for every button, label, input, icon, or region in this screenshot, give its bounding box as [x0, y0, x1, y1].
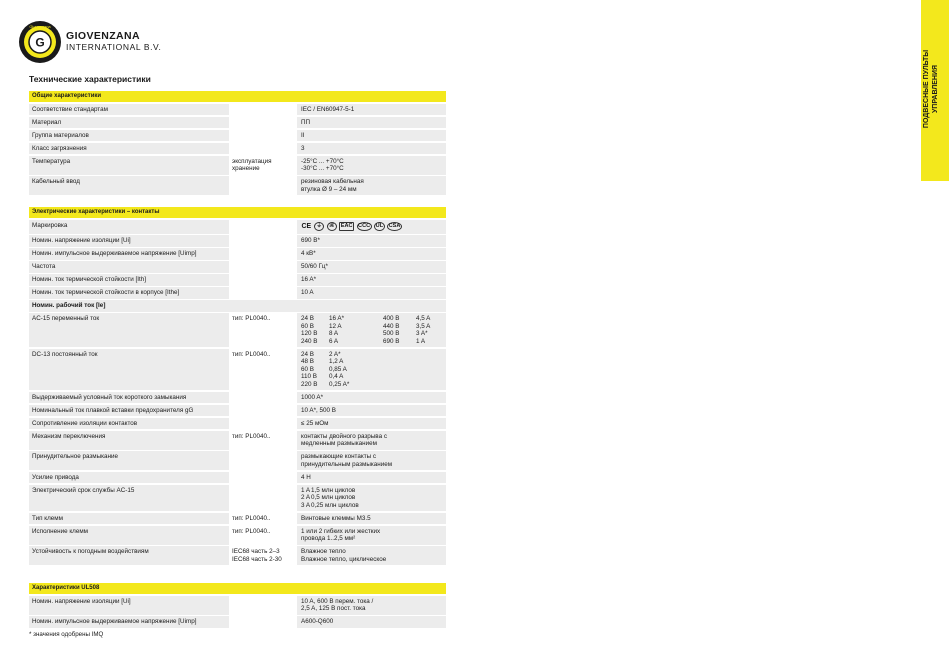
table-row [29, 287, 446, 299]
table-row [29, 472, 446, 484]
ce-mark-icon: CE [301, 223, 312, 230]
grid-cell: 16 A* [329, 315, 345, 322]
brand-line2: INTERNATIONAL B.V. [66, 42, 162, 52]
row-value: 10 A*, 500 В [301, 406, 337, 414]
row-value: 4 кВ* [301, 250, 316, 257]
value-line: принудительным размыканием [301, 460, 393, 468]
row-cond [229, 235, 297, 247]
value-line: провода 1..2,5 мм² [301, 535, 356, 542]
grid-cell: 0,4 A [329, 373, 344, 380]
grid-cell: 0,5 млн циклов [311, 494, 356, 501]
grid-cell: 0,25 млн циклов [311, 501, 359, 509]
electrical-header: Электрические характеристики – контакты [29, 207, 446, 218]
row-label: Маркировка [32, 221, 68, 229]
row-value: ≤ 25 мОм [301, 419, 329, 427]
value-line: 10 A, 600 В перем. тока / [301, 597, 374, 605]
table-row [29, 546, 446, 565]
logo-ring-text: Giovenzana [29, 24, 51, 29]
table-row [29, 616, 446, 628]
value-line: размыкающие контакты с [301, 453, 376, 460]
grid-cell: 110 В [301, 373, 317, 380]
row-label: Устойчивость к погодным воздействиям [32, 548, 149, 555]
table-row [29, 349, 446, 391]
grid-cell: 690 В [383, 337, 400, 345]
grid-cell: 0,85 A [329, 365, 347, 373]
grid-cell: 1 A [416, 337, 426, 345]
row-value: 690 В* [301, 237, 320, 244]
row-label: Кабельный ввод [32, 178, 80, 185]
grid-cell: 240 В [301, 337, 318, 345]
grid-cell: 120 В [301, 330, 318, 337]
grid-cell: 6 A [329, 337, 339, 345]
row-cond [229, 485, 297, 512]
value-line: 1 или 2 гибких или жестких [301, 527, 381, 535]
row-label: Исполнение клемм [32, 527, 89, 535]
grid-cell: 12 A [329, 322, 342, 330]
row-value: 50/60 Гц* [301, 263, 328, 270]
table-row [29, 176, 446, 195]
grid-cell: 400 В [383, 315, 400, 322]
ul-mark-icon: UL [375, 223, 384, 229]
value-line: -30°С ... +70°С [301, 165, 344, 172]
value-line: -25°С ... +70°С [301, 157, 344, 165]
ccc-mark-icon: CCC [358, 223, 371, 229]
life-grid [301, 487, 443, 510]
row-label: Номин. импульсное выдерживаемое напряжение [Uimp] [32, 618, 197, 625]
row-cond [229, 261, 297, 273]
electrical-section [29, 207, 446, 565]
row-label: Частота [32, 263, 56, 270]
grid-cell: 60 В [301, 322, 314, 330]
table-row [29, 431, 446, 450]
row-label: Класс загрязнения [32, 144, 87, 152]
grid-cell: 500 В [383, 330, 400, 337]
row-value: IEC / EN60947-5-1 [301, 105, 355, 113]
value-line: контакты двойного разрыва с [301, 432, 387, 440]
table-row [29, 156, 446, 175]
grid-cell: 8 A [329, 330, 339, 337]
row-label: Выдерживаемый условный ток короткого замыкания [32, 393, 187, 401]
dc13-grid [301, 351, 443, 389]
grid-cell: 3 A [301, 501, 311, 509]
row-cond [229, 117, 297, 129]
value-line: Влажное тепло [301, 548, 346, 555]
value-line: 2,5 A, 125 В пост. тока [301, 605, 366, 612]
grid-cell: 24 В [301, 315, 314, 322]
row-cond [229, 596, 297, 615]
table-row [29, 513, 446, 525]
row-value: II [301, 131, 305, 139]
row-label: AC-15 переменный ток [32, 315, 100, 322]
row-value [298, 176, 446, 195]
row-label: Сопротивление изоляции контактов [32, 419, 138, 427]
row-value: 4 Н [301, 473, 311, 481]
table-row [29, 596, 446, 615]
table-row [29, 274, 446, 286]
row-value: ПП [301, 118, 311, 126]
row-label: Усилие привода [32, 473, 79, 481]
row-label: Соответствие стандартам [32, 105, 108, 113]
row-cond: тип: PL0040.. [229, 349, 297, 391]
table-row [29, 235, 446, 247]
brand-line1: GIOVENZANA [66, 30, 141, 42]
value-line: резиновая кабельная [301, 178, 364, 185]
row-cond [229, 274, 297, 286]
row-cond [229, 405, 297, 417]
brand-name [66, 31, 162, 52]
table-row [29, 485, 446, 512]
grid-cell: 4,5 A [416, 315, 431, 322]
row-cond [229, 472, 297, 484]
row-cond [229, 156, 297, 175]
row-cond [229, 176, 297, 195]
row-value: 10 A [301, 289, 314, 296]
table-row [29, 313, 446, 347]
row-cond: тип: PL0040.. [229, 513, 297, 525]
row-value [298, 431, 446, 450]
row-value [298, 156, 446, 175]
value-line: медленным размыканием [301, 440, 377, 447]
page-title: Технические характеристики [29, 74, 151, 84]
table-row [29, 261, 446, 273]
cond-line: эксплуатация [232, 157, 272, 165]
row-cond [229, 143, 297, 155]
row-value: 16 A* [301, 276, 317, 283]
grid-cell: 60 В [301, 365, 314, 373]
grid-cell: 1,2 A [329, 358, 344, 365]
general-header: Общие характеристики [29, 91, 446, 102]
value-line: Влажное тепло, циклическое [301, 555, 387, 563]
row-cond [229, 392, 297, 404]
row-label: Электрический срок службы AC-15 [32, 486, 135, 494]
general-section [29, 91, 446, 195]
ul-section [29, 583, 446, 628]
grid-cell: 0,25 A* [329, 380, 350, 388]
row-value: 3 [301, 144, 305, 152]
row-label: Группа материалов [32, 131, 89, 139]
cond-line: хранение [232, 165, 260, 172]
logo-letters: G [35, 35, 45, 50]
row-cond [229, 130, 297, 142]
side-tab-line2: УПРАВЛЕНИЯ [931, 64, 939, 114]
row-label: DC-13 постоянный ток [32, 350, 98, 358]
row-cond [229, 418, 297, 430]
imq-mark-icon: ⌘ [327, 222, 337, 231]
side-tab-text [923, 0, 947, 178]
row-label: Температура [32, 157, 71, 165]
row-label: Номин. ток термической стойкости в корпусе [Ithe] [32, 289, 180, 296]
row-value: Винтовые клеммы M3.5 [301, 514, 371, 522]
row-cond [229, 220, 297, 234]
row-label: Номин. напряжение изоляции [Ui] [32, 237, 131, 244]
certification-marks [298, 220, 446, 234]
row-label: Номин. импульсное выдерживаемое напряжение [Uimp] [32, 250, 197, 257]
table-row [29, 130, 446, 142]
grid-cell: 220 В [301, 380, 318, 388]
cond-line: IEC68 часть 2–3 [232, 548, 280, 555]
table-row [29, 300, 446, 312]
grid-cell: 3 A* [416, 330, 428, 337]
table-row [29, 220, 446, 234]
grid-cell: 1 A [301, 486, 311, 494]
table-row [29, 117, 446, 129]
row-value: A600-Q600 [301, 618, 334, 625]
row-value [298, 546, 446, 565]
table-row [29, 451, 446, 470]
row-value [298, 451, 446, 470]
row-value [298, 485, 446, 512]
row-label: Номин. рабочий ток [Ie] [32, 302, 106, 309]
giovenzana-logo [18, 20, 62, 64]
grid-cell: 440 В [383, 322, 400, 330]
row-cond [229, 451, 297, 470]
row-label: Принудительное размыкание [32, 453, 119, 460]
grid-cell: 2 A [301, 494, 311, 501]
grid-cell: 3,5 A [416, 322, 431, 330]
row-cond [229, 287, 297, 299]
grid-cell: 24 В [301, 350, 314, 358]
value-line: втулка Ø 9 – 24 мм [301, 185, 357, 193]
row-value [298, 313, 446, 347]
grid-cell: 2 A* [329, 350, 341, 358]
row-value: 1000 A* [301, 393, 324, 401]
cond-line: IEC68 часть 2-30 [232, 555, 282, 563]
table-row [29, 248, 446, 260]
side-tab-line1: ПОДВЕСНЫЕ ПУЛЬТЫ [923, 49, 930, 129]
row-label: Механизм переключения [32, 432, 106, 440]
footnote: * значения одобрены IMQ [29, 631, 104, 638]
row-label: Номин. напряжение изоляции [Ui] [32, 597, 131, 605]
row-label: Номинальный ток плавкой вставки предохранителя gG [32, 406, 194, 414]
row-cond: тип: PL0040.. [229, 431, 297, 450]
ac15-grid [301, 315, 443, 345]
row-cond [229, 616, 297, 628]
table-row [29, 526, 446, 545]
table-row [29, 104, 446, 116]
row-label: Тип клемм [32, 514, 63, 522]
eac-mark-icon: EAC [340, 223, 353, 229]
row-cond: тип: PL0040.. [229, 313, 297, 347]
row-label: Номин. ток термической стойкости [Ith] [32, 276, 146, 283]
row-cond [229, 104, 297, 116]
ground-mark-icon: ⏚ [314, 222, 324, 231]
row-cond [229, 546, 297, 565]
grid-cell: 1,5 млн циклов [311, 486, 356, 494]
table-row [29, 418, 446, 430]
row-value [298, 596, 446, 615]
table-row [29, 405, 446, 417]
side-tab [921, 0, 949, 181]
ul-header: Характеристики UL508 [29, 583, 446, 594]
row-cond: тип: PL0040.. [229, 526, 297, 545]
grid-cell: 48 В [301, 358, 314, 365]
row-label: Материал [32, 118, 62, 126]
row-value [298, 526, 446, 545]
table-row [29, 143, 446, 155]
csa-mark-icon: CSA [388, 223, 401, 229]
row-cond [229, 248, 297, 260]
row-value [298, 349, 446, 391]
table-row [29, 392, 446, 404]
